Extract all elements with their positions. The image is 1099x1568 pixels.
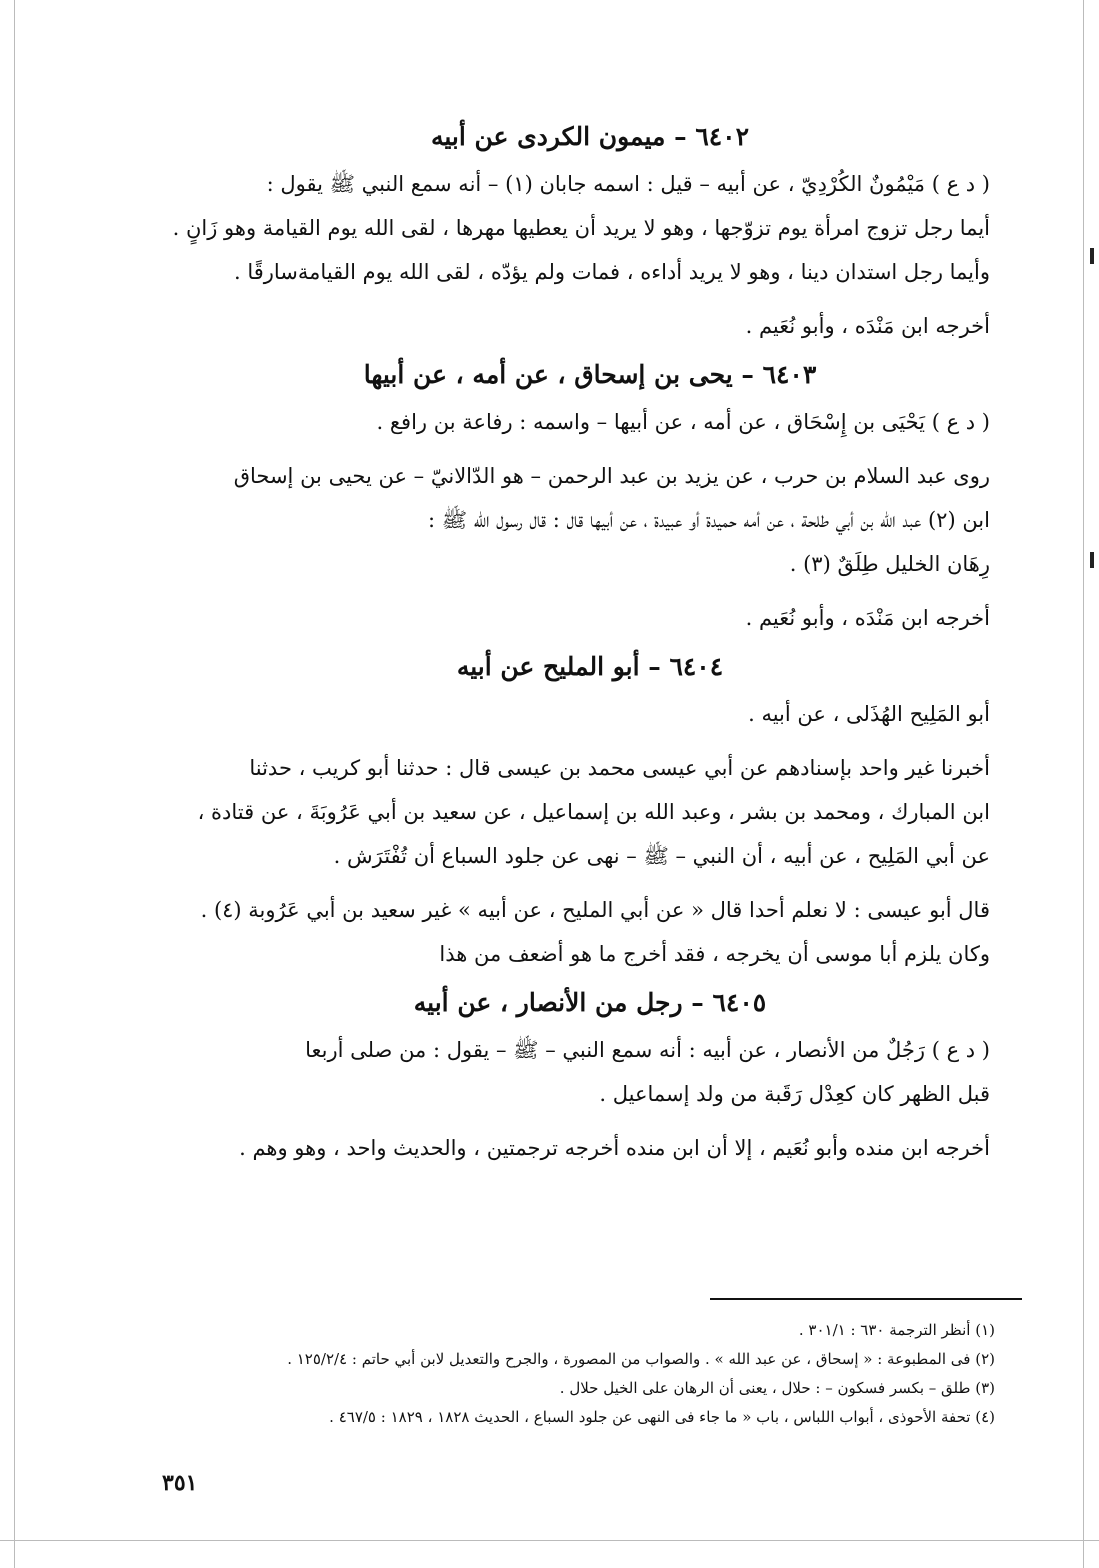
text-line: وكان يلزم أبا موسى أن يخرجه ، فقد أخرج ما هو أضعف من هذا — [439, 942, 990, 966]
paragraph — [150, 1028, 1030, 1116]
footnote-4: (٤) تحفة الأحوذى ، أبواب اللباس ، باب « ما جاء فى النهى عن جلود السباع ، الحديث ١٨٢٨ ، ١٨٢٩ : ٤٦٧/٥ . — [329, 1408, 995, 1426]
text-line: أيما رجل تزوج امرأة يوم تزوّجها ، وهو لا يريد أن يعطيها مهرها ، لقى الله يوم القيامة وهو زَانٍ . — [172, 216, 990, 240]
paragraph — [150, 162, 1030, 294]
paragraph — [150, 746, 1030, 878]
footnote-rule — [710, 1298, 1022, 1300]
text-line: رِهَان الخليل طِلَقٌ (٣) . — [789, 552, 990, 576]
paragraph — [150, 596, 1030, 640]
paragraph — [150, 692, 1030, 736]
text-line: ابن (٢) عبد الله بن أبي طلحة ، عن أمه حميدة أو عبيدة ، عن أبيها قال : قال رسول الله ﷺ : — [427, 508, 990, 532]
footnote-1: (١) أنظر الترجمة ٦٣٠ : ٣٠١/١ . — [798, 1321, 995, 1339]
text-line: أخرجه ابن مَنْدَه ، وأبو نُعَيم . — [745, 314, 990, 338]
paragraph — [150, 454, 1030, 586]
paragraph — [150, 1126, 1030, 1170]
entry-heading: ٦٤٠٣ – يحى بن إسحاق ، عن أمه ، عن أبيها — [363, 360, 817, 389]
text-line: عن أبي المَلِيح ، عن أبيه ، أن النبي – ﷺ – نهى عن جلود السباع أن تُفْتَرَش . — [333, 844, 990, 868]
scan-edge-right — [1083, 0, 1084, 1568]
paragraph — [150, 888, 1030, 976]
margin-mark — [1090, 248, 1094, 264]
footnote-2: (٢) فى المطبوعة : « إسحاق ، عن عبد الله » . والصواب من المصورة ، والجرح والتعديل لابن أبي حاتم : ١٢٥/٢/٤ . — [287, 1350, 995, 1368]
text-line: أخرجه ابن منده وأبو نُعَيم ، إلا أن ابن منده أخرجه ترجمتين ، والحديث واحد ، وهو وهم . — [239, 1136, 990, 1160]
text-line: ( د ع ) مَيْمُونٌ الكُرْدِيّ ، عن أبيه – قيل : اسمه جابان (١) – أنه سمع النبي ﷺ يقول : — [266, 172, 990, 196]
scan-edge-left — [14, 0, 15, 1568]
text-line: أبو المَلِيح الهُذَلى ، عن أبيه . — [748, 702, 990, 726]
entry-heading: ٦٤٠٢ – ميمون الكردى عن أبيه — [430, 122, 750, 151]
margin-mark — [1090, 552, 1094, 568]
footnote-3: (٣) طلق – بكسر فسكون – : حلال ، يعنى أن الرهان على الخيل حلال . — [559, 1379, 995, 1397]
entry-heading: ٦٤٠٥ – رجل من الأنصار ، عن أبيه — [413, 988, 767, 1017]
scan-edge-bottom — [0, 1540, 1099, 1541]
text-line: قال أبو عيسى : لا نعلم أحدا قال « عن أبي المليح ، عن أبيه » غير سعيد بن أبي عَرُوبة (٤) . — [200, 898, 990, 922]
text-line: أخبرنا غير واحد بإسنادهم عن أبي عيسى محمد بن عيسى قال : حدثنا أبو كريب ، حدثنا — [249, 756, 990, 780]
text-line: روى عبد السلام بن حرب ، عن يزيد بن عبد الرحمن – هو الدّالانيّ – عن يحيى بن إسحاق — [233, 464, 990, 488]
text-line: أخرجه ابن مَنْدَه ، وأبو نُعَيم . — [745, 606, 990, 630]
text-line: ابن المبارك ، ومحمد بن بشر ، وعبد الله بن إسماعيل ، عن سعيد بن أبي عَرُوبَةَ ، عن قتادة ، — [197, 800, 990, 824]
text-line: وأيما رجل استدان دينا ، وهو لا يريد أداءه ، فمات ولم يؤدّه ، لقى الله يوم القيامةسارقًا . — [233, 260, 990, 284]
page-number: ٣٥١ — [162, 1470, 198, 1496]
text-line: قبل الظهر كان كعِدْل رَقَبة من ولد إسماعيل . — [599, 1082, 990, 1106]
paragraph — [150, 400, 1030, 444]
entry-heading: ٦٤٠٤ – أبو المليح عن أبيه — [456, 652, 724, 681]
paragraph — [150, 304, 1030, 348]
text-line: ( د ع ) رَجُلٌ من الأنصار ، عن أبيه : أنه سمع النبي – ﷺ – يقول : من صلى أربعا — [305, 1038, 990, 1062]
footnotes — [160, 1316, 995, 1432]
text-line: ( د ع ) يَحْيَى بن إِسْحَاق ، عن أمه ، عن أبيها – واسمه : رفاعة بن رافع . — [376, 410, 990, 434]
